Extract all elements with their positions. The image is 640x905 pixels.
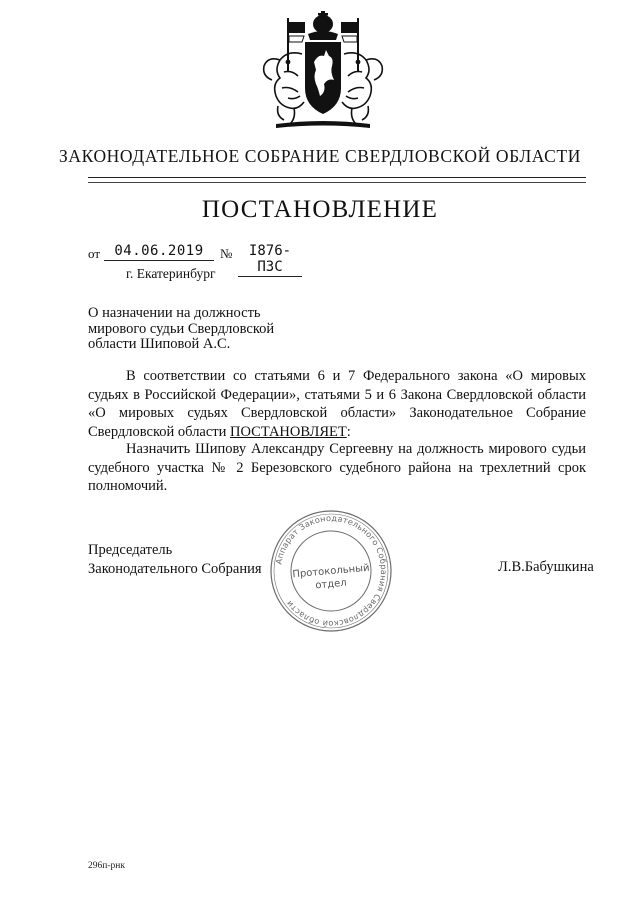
document-date: 04.06.2019 xyxy=(104,243,214,261)
left-griffin-icon xyxy=(264,53,304,124)
crown-icon xyxy=(308,11,338,40)
document-number: I876-ПЗС xyxy=(238,243,302,277)
subject-line: мирового судьи Свердловской xyxy=(88,320,275,337)
body-paragraph-1 xyxy=(88,367,586,441)
subject-line: О назначении на должность xyxy=(88,305,261,321)
date-label: от xyxy=(88,246,101,261)
paragraph-colon: : xyxy=(346,423,351,440)
paragraph-text: В соответствии со статьями 6 и 7 Федерального закона «О мировых судьях в Российской Федерации», статьями 5 и 6 Закона Свердловской области «О мировых судьях Свердловской области» Законодательное Собрание Свердловской области xyxy=(88,368,586,440)
coat-of-arms-emblem xyxy=(258,10,388,135)
signatory-name: Л.В.Бабушкина xyxy=(498,559,594,575)
stamp-center-line: Протокольный xyxy=(292,562,370,581)
footer-code: 296п-рнк xyxy=(88,861,125,871)
signatory-position xyxy=(88,541,262,578)
ground-icon xyxy=(276,121,370,128)
number-label: № xyxy=(220,246,233,261)
body-paragraph-2: Назначить Шипову Александру Сергеевну на должность мирового судьи судебного участка № 2 Березовского судебного района на трехлетний срок полномочий. xyxy=(88,441,586,494)
right-banner-icon xyxy=(341,18,358,72)
right-griffin-icon xyxy=(342,53,382,124)
stamp-center-line: отдел xyxy=(314,577,348,592)
header-rule-thick xyxy=(88,177,586,178)
city-line: г. Екатеринбург xyxy=(126,266,216,281)
resolution-keyword: ПОСТАНОВЛЯЕТ xyxy=(230,423,347,440)
position-line: Законодательного Собрания xyxy=(88,560,262,577)
subject-line: области Шиповой А.С. xyxy=(88,336,231,352)
left-banner-icon xyxy=(288,18,305,72)
document-subject xyxy=(88,306,274,353)
document-type-title: ПОСТАНОВЛЕНИЕ xyxy=(201,196,439,223)
stamp-ring-text: Аппарат Законодательного Собрания Свердловской области xyxy=(273,512,390,630)
stamp-center xyxy=(283,562,379,592)
header-rule-thin xyxy=(88,182,586,183)
position-line: Председатель xyxy=(88,542,173,558)
organization-name: ЗАКОНОДАТЕЛЬНОЕ СОБРАНИЕ СВЕРДЛОВСКОЙ ОБЛАСТИ xyxy=(59,146,581,166)
